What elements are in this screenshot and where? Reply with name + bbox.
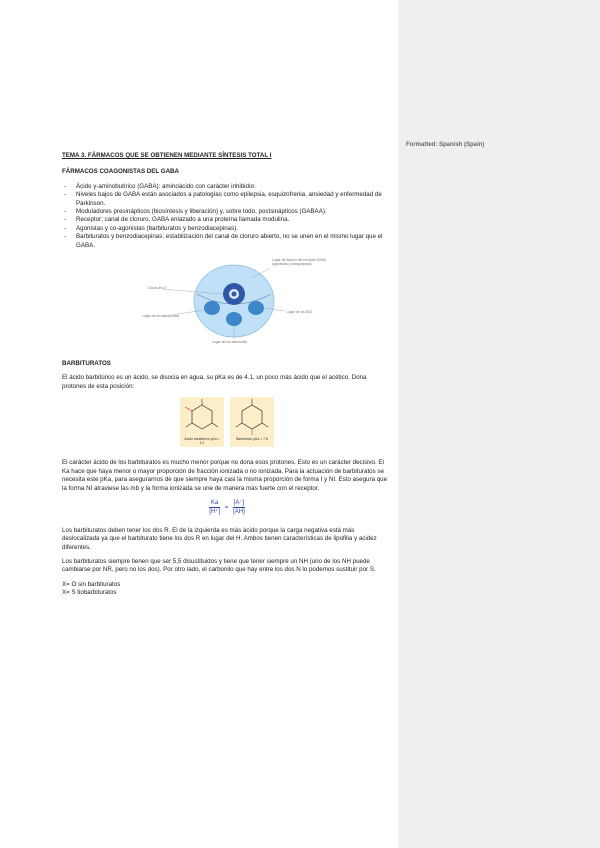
paragraph: El carácter ácido de los barbituratos es mucho menor porque no dona esos protones. Esto es un carácter decisivo. El Ka hace que haya menor o mayor proporción de fracción ionizada o no ionizada. Para la actuación de barbituratos se necesita este pKa, para asegurarnos de que siempre haya casi la misma proporción de forma I y NI. Esto asegura que la forma NI atraviese las mb y la forma ionizada se une de manera más fuerte con el receptor. (62, 459, 388, 492)
bullet-item: - Niveles bajos de GABA están asociados a patologías como epilepsia, esquizofrenia, ansiedad y enfermedad de Parkinson. (62, 191, 392, 208)
substitution-line: X= S tiobarbituratos (62, 589, 117, 597)
substitution-line: X= O sin barbituratos (62, 580, 121, 588)
section-heading-gaba: FÁRMACOS COAGONISTAS DEL GABA (62, 168, 179, 176)
gaba-bullet-list (62, 183, 392, 250)
label-barbiturate-site: Lugar de los barbitúricos (142, 314, 180, 319)
eq-right-denominator: [AH] (233, 509, 245, 516)
paragraph: Los barbituratos deben tener los dos R. El de la izquierda es más ácido porque la carga negativa está más deslocalizada ya que el barbiturato tiene los dos R en lugar del H. Ambos tienen características de lipofilia y acidez diferentes. (62, 526, 377, 551)
paragraph: El ácido barbitúrico es un ácido, se disocia en agua, su pKa es de 4.1, un poco más ácido que el acético. Dona protones de esta posición: (62, 374, 367, 390)
label-steroid-site: Lugar de los esteroides (212, 340, 248, 345)
page-title: TEMA 3. FÁRMACOS QUE SE OBTIENEN MEDIANTE SÍNTESIS TOTAL I (62, 152, 272, 159)
comment-label: Formatted: Spanish (Spain) (406, 142, 485, 148)
bullet-item: - Moduladores presinápticos (biosíntesis y liberación) y, sobre todo, postsinápticos (GABAA). (62, 208, 392, 216)
fig1-caption: Ácido barbitúrico pKa = 4.1 (184, 437, 220, 446)
label-bzd-site: Lugar de las BZD (286, 310, 313, 315)
section-heading-barbiturates: BARBITURATOS (62, 360, 111, 368)
structure-figures (62, 397, 392, 447)
eq-left-numerator: Ka (209, 499, 220, 508)
gaba-receptor-diagram (62, 256, 392, 346)
fig2-caption: Barbitúrico pKa = 7.6 (236, 437, 268, 442)
eq-right-numerator: [A⁻] (233, 499, 245, 508)
ring-structure-icon (230, 397, 274, 437)
ring-structure-icon (180, 397, 224, 437)
bullet-item: - Agonistas y co-agonistas (barbituratos y benzodiacepinas). (62, 225, 392, 233)
barbituric-acid-structure (180, 397, 224, 447)
eq-left-denominator: [H⁺] (209, 509, 221, 516)
paragraph: Los barbituratos siempre tienen que ser 5,5 disustituidos y tiene que tener siempre un NH (uno de los NH puede cambiarse por NR, pero no los dos). Por otro lado, el carbonilo que hay entre los dos N lo podemos sustituir por S. (62, 557, 376, 574)
bullet-item: - Barbituratos y benzodiacepinas: estabilización del canal de cloruro abierto, no se unen en el mismo lugar que el GABA. (62, 233, 392, 250)
label-gaba-site: Lugar de fijación del receptor GABA (agonistas y antagonistas) (272, 258, 326, 267)
receptor-figure (62, 256, 392, 346)
barbiturate-structure (230, 397, 274, 447)
document-page (62, 152, 392, 598)
equilibrium-equation: $\frac{Ka}{[H^+]}$ = $\frac{[A^-]}{[AH]}$ (209, 499, 245, 516)
label-cl-channel: Canal de Cl⁻ (148, 286, 168, 291)
bullet-item: - Ácido γ-aminobutírico (GABA): aminoácido con carácter inhibidor. (62, 183, 392, 191)
comments-pane (398, 0, 600, 848)
bullet-item: - Receptor: canal de cloruro. GABA enlazado a una proteína llamada modulina. (62, 216, 392, 224)
